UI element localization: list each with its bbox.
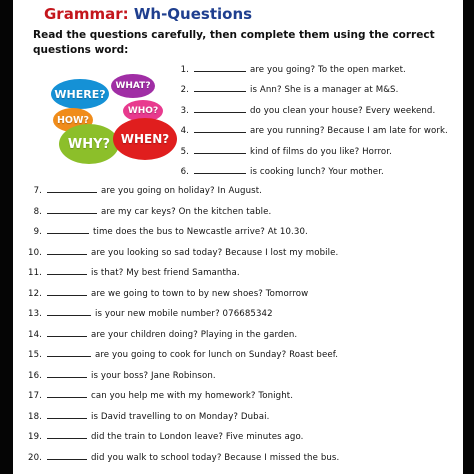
answer-blank[interactable] (194, 165, 246, 174)
list-item: 18. is David travelling to on Monday? Dubai. (28, 412, 270, 422)
list-item: 7. are you going on holiday? In August. (33, 186, 263, 196)
title-topic: Wh-Questions (133, 5, 253, 23)
list-item: 2. is Ann? She is a manager at M&S. (180, 85, 399, 95)
answer-blank[interactable] (47, 328, 87, 337)
bubble-where: WHERE? (51, 79, 109, 109)
list-item: 11. is that? My best friend Samantha. (28, 268, 240, 278)
bubble-who: WHO? (123, 100, 163, 122)
list-item: 16. is your boss? Jane Robinson. (28, 371, 216, 381)
list-item: 20. did you walk to school today? Because I missed the bus. (28, 453, 340, 463)
instructions (33, 28, 458, 58)
answer-blank[interactable] (194, 145, 246, 154)
answer-blank[interactable] (47, 266, 87, 275)
list-item: 6. is cooking lunch? Your mother. (180, 167, 384, 177)
answer-blank[interactable] (194, 63, 246, 72)
instructions-line2: questions word: (33, 44, 129, 56)
answer-blank[interactable] (47, 369, 87, 378)
list-item: 19. did the train to London leave? Five minutes ago. (28, 432, 304, 442)
list-item: 1. are you going? To the open market. (180, 65, 406, 75)
answer-blank[interactable] (194, 124, 246, 133)
page-title (44, 5, 252, 23)
list-item: 8. are my car keys? On the kitchen table. (33, 207, 272, 217)
bubble-why: WHY? (59, 124, 119, 164)
question-words-illustration (51, 74, 186, 174)
answer-blank[interactable] (47, 287, 87, 296)
list-item: 14. are your children doing? Playing in the garden. (28, 330, 298, 340)
bubble-how: HOW? (53, 108, 93, 132)
list-item: 4. are you running? Because I am late for work. (180, 126, 448, 136)
list-item: 10. are you looking so sad today? Because I lost my mobile. (28, 248, 339, 258)
bubble-when: WHEN? (113, 118, 177, 160)
answer-blank[interactable] (47, 410, 87, 419)
list-item: 15. are you going to cook for lunch on Sunday? Roast beef. (28, 350, 339, 360)
answer-blank[interactable] (47, 389, 87, 398)
answer-blank[interactable] (47, 348, 91, 357)
list-item: 13. is your new mobile number? 076685342 (28, 309, 273, 319)
answer-blank[interactable] (194, 104, 246, 113)
answer-blank[interactable] (194, 83, 246, 92)
list-item: 3. do you clean your house? Every weekend. (180, 106, 436, 116)
answer-blank[interactable] (47, 451, 87, 460)
title-grammar: Grammar: (44, 5, 129, 23)
list-item: 5. kind of films do you like? Horror. (180, 147, 392, 157)
bubble-what: WHAT? (111, 74, 155, 98)
answer-blank[interactable] (47, 307, 91, 316)
instructions-line1: Read the questions carefully, then complete them using the correct (33, 29, 435, 41)
list-item: 17. can you help me with my homework? Tonight. (28, 391, 294, 401)
list-item: 12. are we going to town to by new shoes? Tomorrow (28, 289, 309, 299)
answer-blank[interactable] (47, 184, 97, 193)
answer-blank[interactable] (47, 430, 87, 439)
answer-blank[interactable] (47, 205, 97, 214)
answer-blank[interactable] (47, 246, 87, 255)
list-item: 9. time does the bus to Newcastle arrive? At 10.30. (33, 227, 308, 237)
worksheet (13, 0, 463, 474)
answer-blank[interactable] (47, 225, 89, 234)
